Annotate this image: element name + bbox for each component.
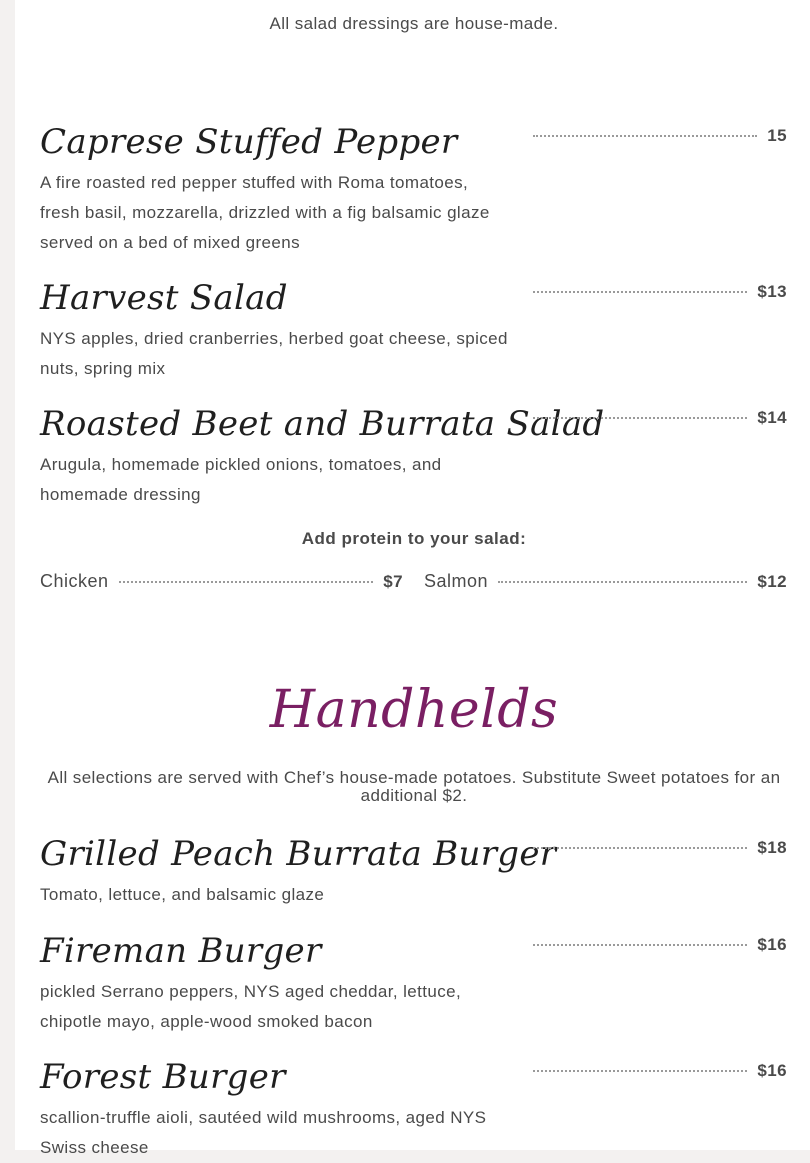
menu-item-description: A fire roasted red pepper stuffed with Roma tomatoes, fresh basil, mozzarella, drizzled with a fig balsamic glaze served on a bed of mixed greens [40,173,490,252]
price-leader-dots [533,847,747,849]
addon-price: $7 [383,571,403,591]
menu-item-price: $13 [757,282,787,301]
price-leader-dots [533,135,757,137]
menu-item-description: NYS apples, dried cranberries, herbed goat cheese, spiced nuts, spring mix [40,329,508,378]
addon-title: Add protein to your salad: [301,529,527,548]
menu-item-name: Grilled Peach Burrata Burger [40,834,557,874]
menu-item-price: $18 [757,838,787,857]
handhelds-note: All selections are served with Chef’s house-made potatoes. Substitute Sweet potatoes for an additional $2. [47,768,781,805]
price-leader-dots [533,417,747,419]
salad-dressing-note: All salad dressings are house-made. [269,14,559,33]
addon-chicken [40,571,403,592]
price-leader-dots [119,581,374,583]
menu-item-name: Roasted Beet and Burrata Salad [40,404,605,444]
menu-item-name: Caprese Stuffed Pepper [40,122,458,162]
menu-item-description: scallion-truffle aioli, sautéed wild mushrooms, aged NYS Swiss cheese [40,1108,487,1157]
menu-item-price-line [533,126,787,146]
menu-item-description: Tomato, lettuce, and balsamic glaze [40,885,325,904]
addon-name: Salmon [424,571,489,591]
menu-item-name: Forest Burger [40,1057,286,1097]
price-leader-dots [533,1070,747,1072]
menu-item-price-line [533,282,787,302]
price-leader-dots [498,581,747,583]
menu-page [15,0,810,1157]
menu-item-description: Arugula, homemade pickled onions, tomatoes, and homemade dressing [40,455,442,504]
menu-item-price-line [533,935,787,955]
addon-price: $12 [757,571,787,591]
menu-item-price-line [533,1061,787,1081]
menu-item-price: $14 [757,408,787,427]
section-title: Handhelds [269,680,559,740]
menu-item-price: $16 [757,1061,787,1080]
addon-name: Chicken [40,571,109,591]
menu-item-name: Fireman Burger [40,931,322,971]
price-leader-dots [533,944,747,946]
menu-item-price-line [533,408,787,428]
addon-salmon [424,571,787,592]
menu-item-price-line [533,838,787,858]
price-leader-dots [533,291,747,293]
menu-item-name: Harvest Salad [40,278,288,318]
menu-item-price: $16 [757,935,787,954]
menu-item-price: 15 [767,126,787,145]
menu-item-description: pickled Serrano peppers, NYS aged cheddar, lettuce, chipotle mayo, apple-wood smoked bacon [40,982,462,1031]
